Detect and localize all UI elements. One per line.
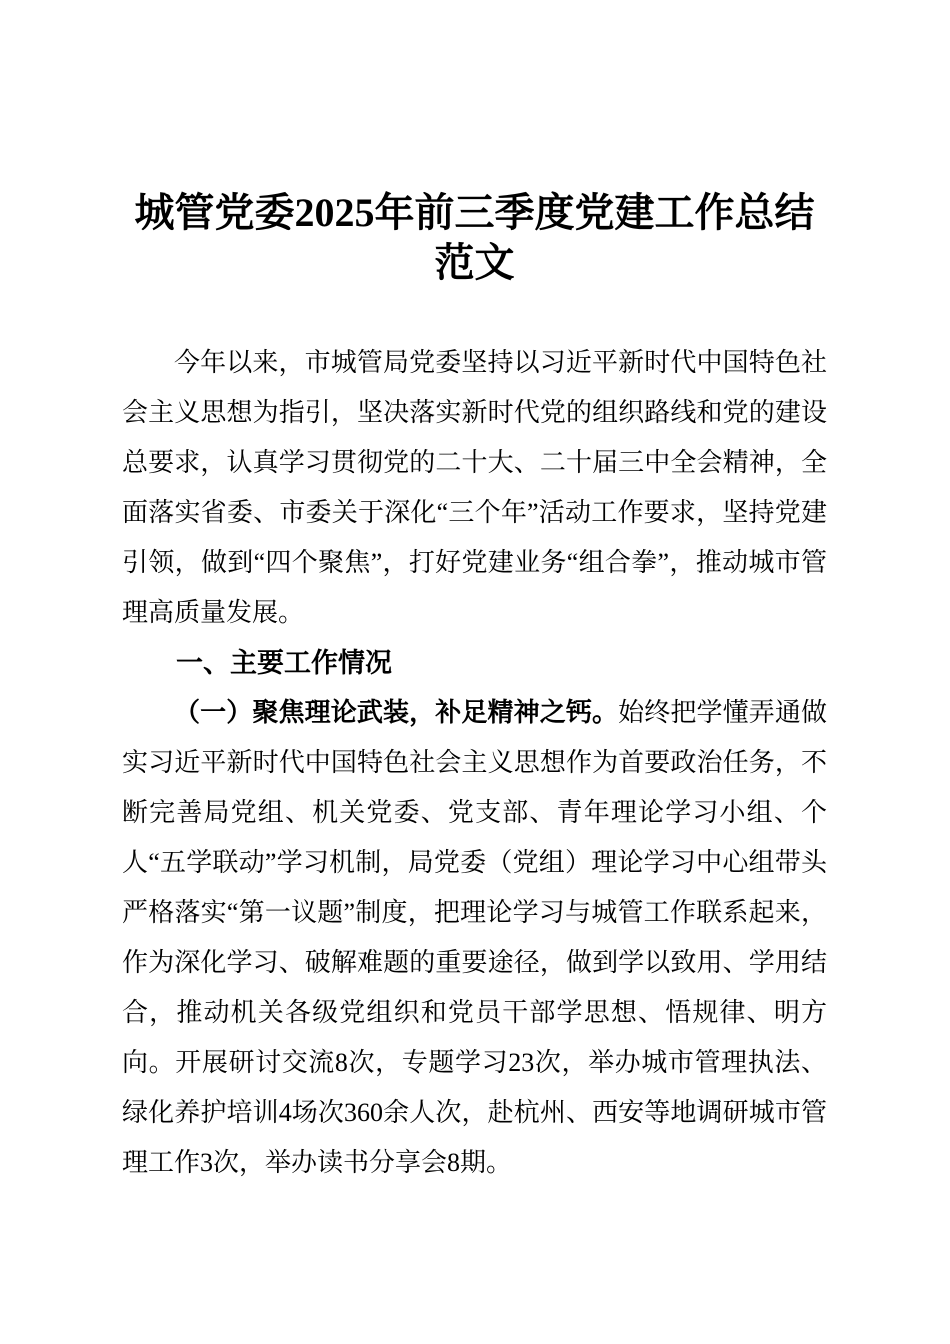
intro-paragraph: 今年以来，市城管局党委坚持以习近平新时代中国特色社会主义思想为指引，坚决落实新时代党的组织路线和党的建设总要求，认真学习贯彻党的二十大、二十届三中全会精神，全面落实省委、市委关于深化“三个年”活动工作要求，坚持党建引领，做到“四个聚焦”，打好党建业务“组合拳”，推动城市管理高质量发展。 [122, 348, 827, 627]
subsection-body-text: 始终把学懂弄通做实习近平新时代中国特色社会主义思想作为首要政治任务，不断完善局党组、机关党委、党支部、青年理论学习小组、个人“五学联动”学习机制，局党委（党组）理论学习中心组带头严格落实“第一议题”制度，把理论学习与城管工作联系起来，作为深化学习、破解难题的重要途径，做到学以致用、学用结合，推动机关各级党组织和党员干部学思想、悟规律、明方向。开展研讨交流8次，专题学习23次，举办城市管理执法、绿化养护培训4场次360余人次，赴杭州、西安等地调研城市管理工作3次，举办读书分享会8期。 [122, 698, 827, 1177]
section-heading: 一、主要工作情况 [176, 648, 392, 678]
subsection-lead: （一）聚焦理论武装，补足精神之钙。 [174, 698, 619, 727]
subsection-paragraph [122, 688, 827, 1188]
document-title: 城管党委2025年前三季度党建工作总结范文 [134, 190, 815, 285]
